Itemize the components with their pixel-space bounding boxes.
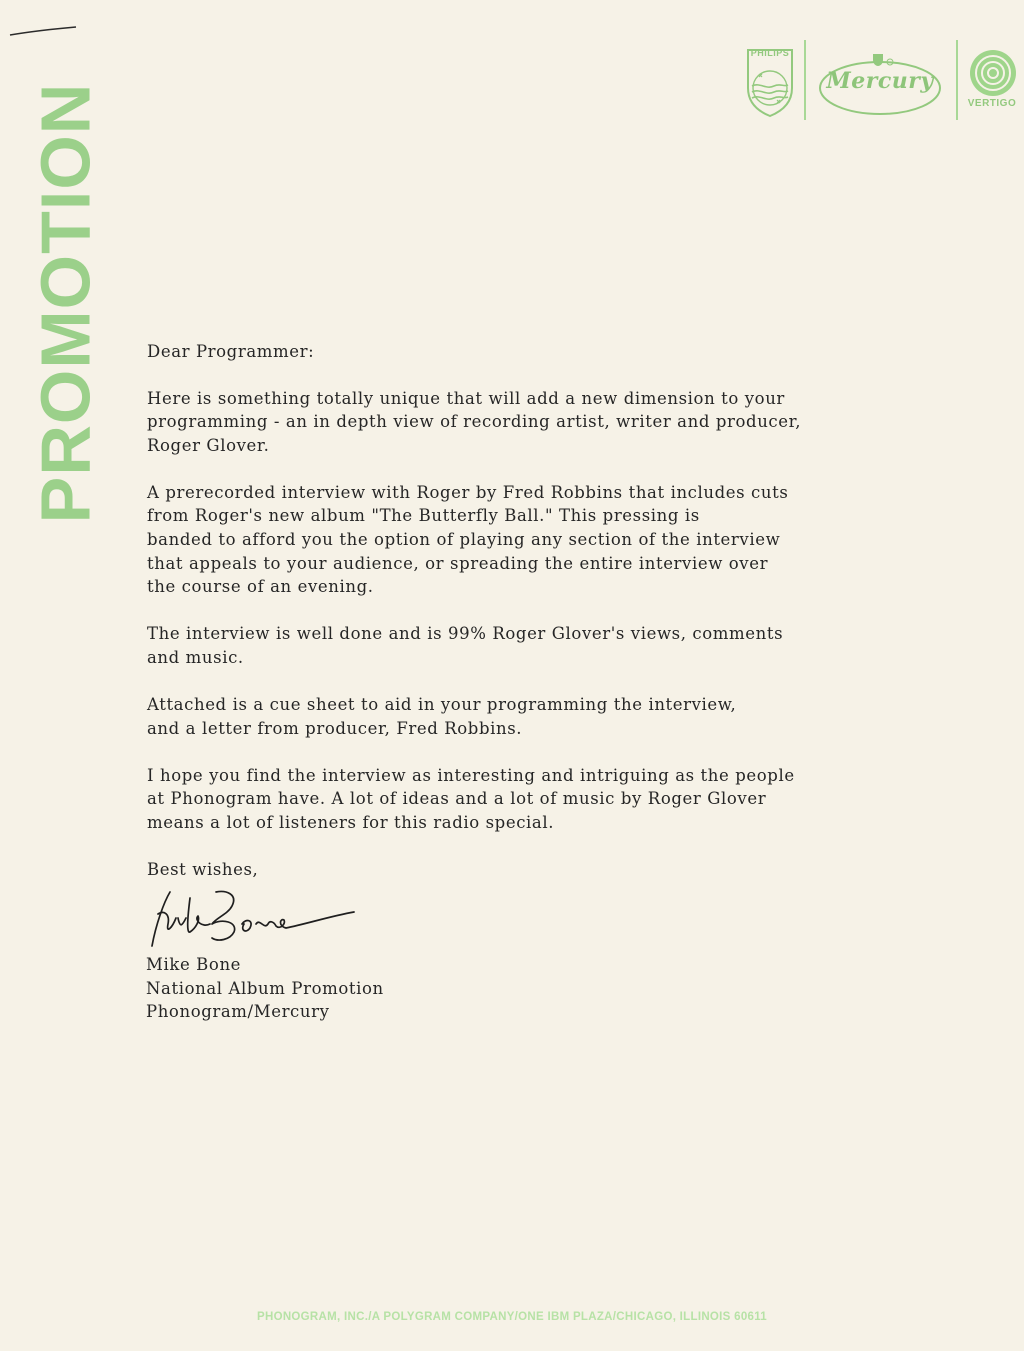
letterhead-footer: PHONOGRAM, INC./A POLYGRAM COMPANY/ONE IBM PLAZA/CHICAGO, ILLINOIS 60611 (257, 1311, 767, 1323)
handwritten-signature (146, 884, 361, 956)
text-line: The interview is well done and is 99% Roger Glover's views, comments (147, 624, 784, 644)
vertigo-label: VERTIGO (967, 98, 1017, 109)
promotion-banner-text: PROMOTION (26, 82, 104, 523)
letter-body (147, 340, 917, 882)
mercury-label: Mercury (826, 68, 934, 94)
text-line: from Roger's new album "The Butterfly Ball." This pressing is (147, 506, 700, 526)
paragraph (147, 481, 917, 599)
signer-title: National Album Promotion (146, 978, 384, 998)
promotion-side-banner (26, 15, 104, 590)
paragraph (147, 693, 917, 740)
text-line: programming - an in depth view of recording artist, writer and producer, (147, 412, 802, 432)
text-line: and music. (147, 647, 244, 667)
text-line: banded to afford you the option of playing any section of the interview (147, 530, 781, 550)
text-line: Roger Glover. (147, 435, 270, 455)
text-line: I hope you find the interview as interesting and intriguing as the people (147, 765, 795, 785)
text-line: and a letter from producer, Fred Robbins. (147, 718, 523, 738)
paragraph (147, 764, 917, 835)
logo-divider (956, 40, 958, 120)
text-line: that appeals to your audience, or spreading the entire interview over (147, 553, 769, 573)
paragraph (147, 387, 917, 458)
text-line: Here is something totally unique that will add a new dimension to your (147, 388, 785, 408)
salutation: Dear Programmer: (147, 342, 315, 361)
text-line: the course of an evening. (147, 577, 374, 597)
paragraph (147, 622, 917, 669)
logo-divider (804, 40, 806, 120)
label-logos (744, 40, 1019, 124)
text-line: means a lot of listeners for this radio special. (147, 812, 555, 832)
signer-company: Phonogram/Mercury (146, 1002, 330, 1022)
text-line: A prerecorded interview with Roger by Fred Robbins that includes cuts (147, 482, 789, 502)
signature-block (146, 953, 384, 1024)
vertigo-swirl-logo (968, 48, 1018, 98)
text-line: Attached is a cue sheet to aid in your programming the interview, (147, 695, 737, 715)
signer-name: Mike Bone (146, 955, 242, 974)
closing: Best wishes, (147, 860, 259, 879)
text-line: at Phonogram have. A lot of ideas and a lot of music by Roger Glover (147, 789, 767, 809)
philips-label: PHILIPS (750, 48, 790, 58)
